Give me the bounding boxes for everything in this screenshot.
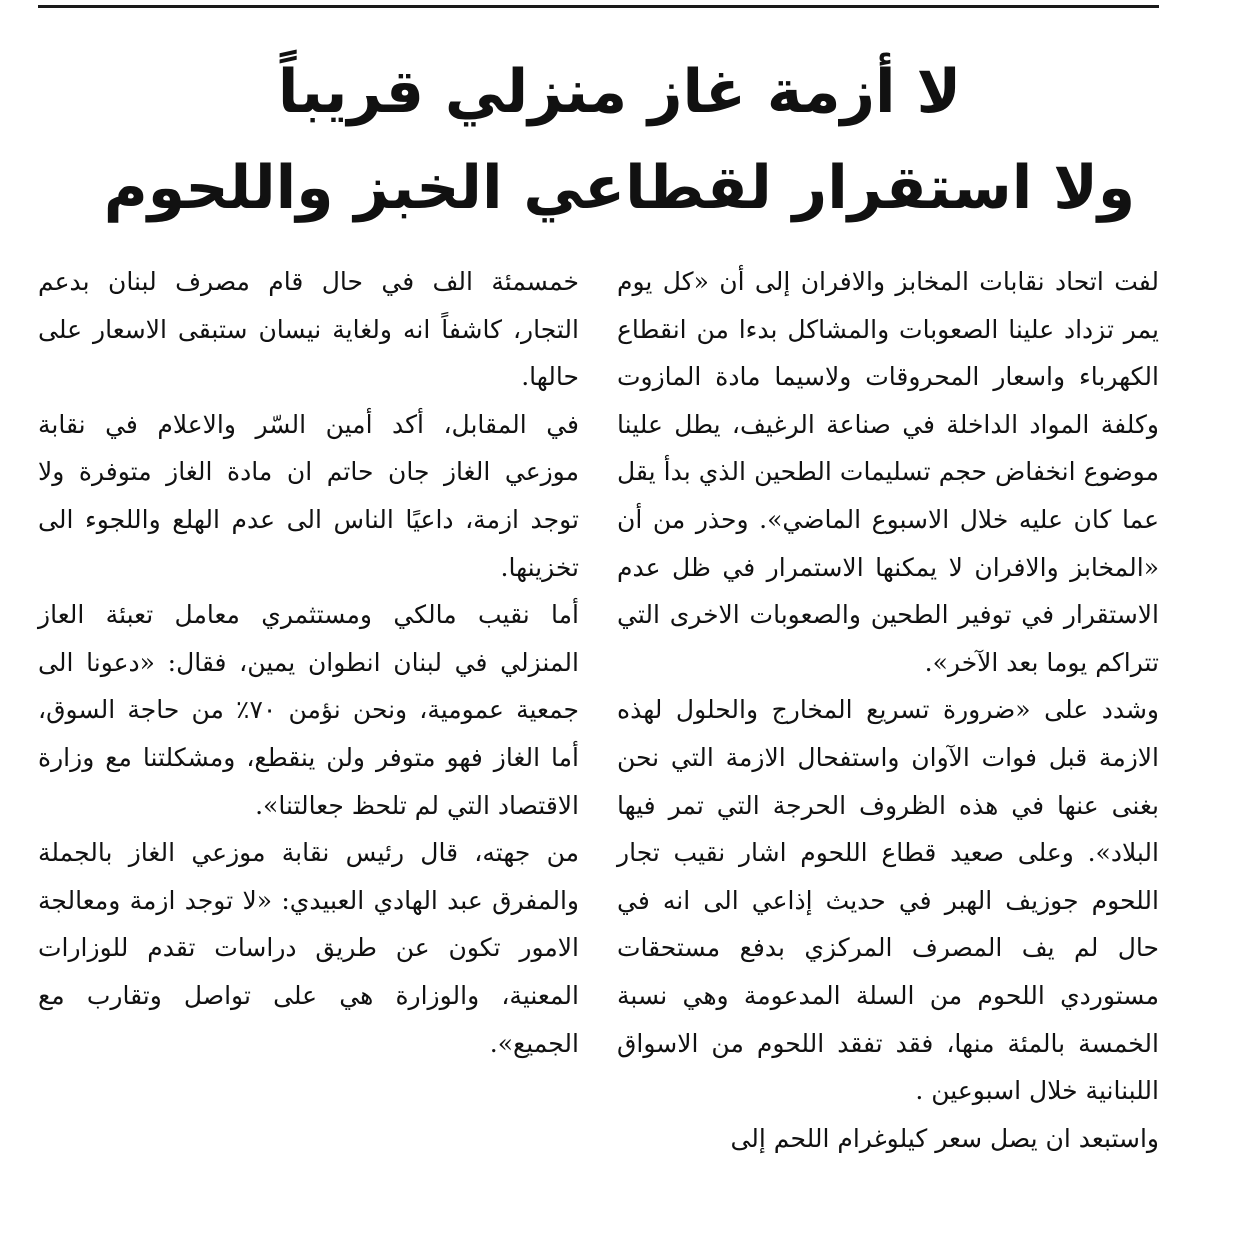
headline (20, 44, 1219, 236)
headline-line-2: ولا استقرار لقطاعي الخبز واللحوم (103, 153, 1136, 223)
paragraph: من جهته، قال رئيس نقابة موزعي الغاز بالجملة والمفرق عبد الهادي العبيدي: «لا توجد ازمة ومعالجة الامور تكون عن طريق دراسات تقدم للوزارات المعنية، والوزارة هي على تواصل وتقارب مع الجميع». (38, 838, 579, 1058)
headline-line-1: لا أزمة غاز منزلي قريباً (277, 57, 962, 127)
article-column-right (617, 258, 1159, 1162)
paragraph: لفت اتحاد نقابات المخابز والافران إلى أن «كل يوم يمر تزداد علينا الصعوبات والمشاكل بدءا من انقطاع الكهرباء واسعار المحروقات ولاسيما مادة المازوت وكلفة المواد الداخلة في صناعة الرغيف، يطل علينا موضوع انخفاض حجم تسليمات الطحين الذي بدأ يقل عما كان عليه خلال الاسبوع الماضي». وحذر من أن «المخابز والافران لا يمكنها الاستمرار في ظل عدم الاستقرار في توفير الطحين والصعوبات الاخرى التي تتراكم يوما بعد الآخر». (617, 267, 1159, 677)
paragraph: وشدد على «ضرورة تسريع المخارج والحلول لهذه الازمة قبل فوات الآوان واستفحال الازمة التي نحن بغنى عنها في هذه الظروف الحرجة التي تمر فيها البلاد». وعلى صعيد قطاع اللحوم اشار نقيب تجار اللحوم جوزيف الهبر في حديث إذاعي الى انه في حال لم يف المصرف المركزي بدفع مستحقات مستوردي اللحوم من السلة المدعومة وهي نسبة الخمسة بالمئة منها، فقد تفقد اللحوم من الاسواق اللبنانية خلال اسبوعين . (617, 695, 1159, 1106)
paragraph: في المقابل، أكد أمين السّر والاعلام في نقابة موزعي الغاز جان حاتم ان مادة الغاز متوفرة ولا توجد ازمة، داعيًا الناس الى عدم الهلع واللجوء الى تخزينها. (38, 409, 579, 582)
article-column-left (38, 258, 579, 1067)
paragraph: واستبعد ان يصل سعر كيلوغرام اللحم إلى (730, 1123, 1159, 1153)
paragraph: أما نقيب مالكي ومستثمري معامل تعبئة العاز المنزلي في لبنان انطوان يمين، فقال: «دعونا الى جمعية عمومية، ونحن نؤمن ٧٠٪ من حاجة السوق، أما الغاز فهو متوفر ولن ينقطع، ومشكلتنا مع وزارة الاقتصاد التي لم تلحظ جعالتنا». (38, 600, 580, 820)
top-rule (38, 5, 1159, 8)
paragraph: خمسمئة الف في حال قام مصرف لبنان بدعم التجار، كاشفاً انه ولغاية نيسان ستبقى الاسعار على حالها. (38, 267, 579, 392)
